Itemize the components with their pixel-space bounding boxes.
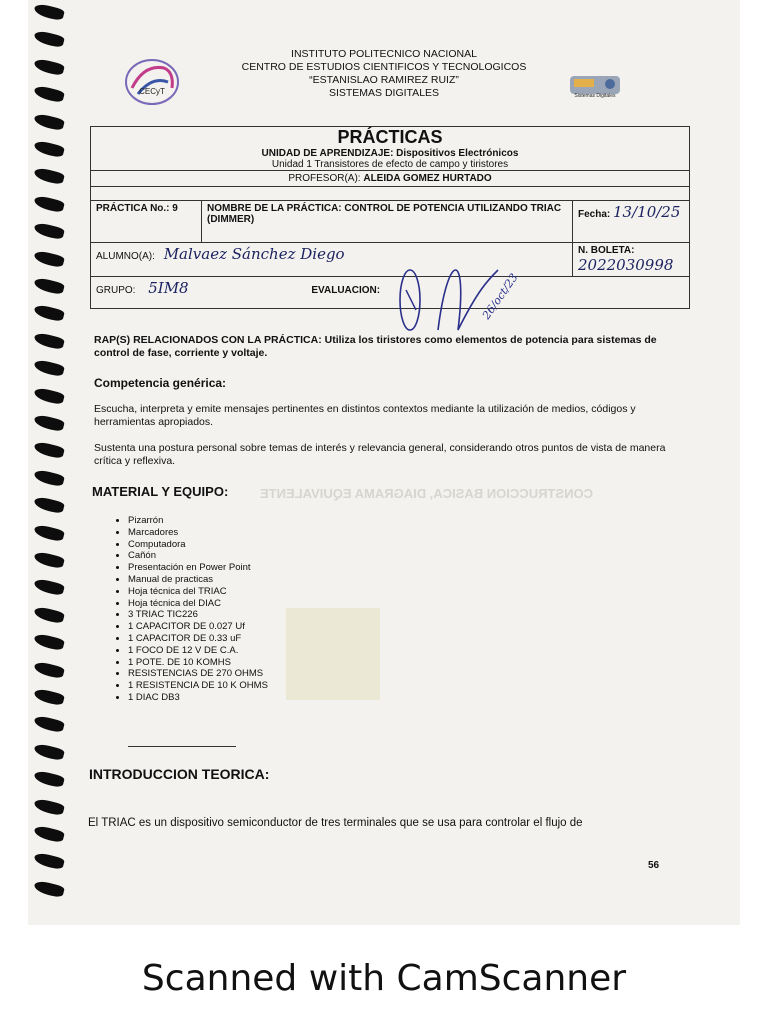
binding-hole bbox=[33, 194, 65, 213]
binding-hole bbox=[33, 304, 65, 323]
spiral-binding bbox=[28, 0, 88, 925]
material-item: • 1 FOCO DE 12 V DE C.A. bbox=[128, 645, 392, 657]
binding-hole bbox=[33, 468, 65, 487]
stamp-date: 26/oct/23 bbox=[479, 271, 521, 322]
binding-hole bbox=[33, 112, 65, 131]
practica-name: NOMBRE DE LA PRÁCTICA: CONTROL DE POTENCIA UTILIZANDO TRIAC (DIMMER) bbox=[202, 201, 573, 243]
spacer-row bbox=[91, 187, 690, 201]
header-school: “ESTANISLAO RAMIREZ RUIZ” bbox=[309, 74, 459, 86]
cecyt-logo bbox=[124, 58, 180, 106]
profesor-name: ALEIDA GOMEZ HURTADO bbox=[363, 173, 492, 184]
camscanner-watermark: Scanned with CamScanner bbox=[141, 958, 627, 999]
header-center: CENTRO DE ESTUDIOS CIENTIFICOS Y TECNOLOGICOS bbox=[241, 61, 527, 73]
binding-hole bbox=[33, 30, 65, 49]
binding-hole bbox=[33, 441, 65, 460]
binding-hole bbox=[33, 633, 65, 652]
material-item: • Pizarrón bbox=[128, 515, 392, 527]
evaluacion-label: EVALUACION: bbox=[311, 285, 381, 296]
competencia-title: Competencia genérica: bbox=[94, 376, 227, 390]
boleta-value: 2022030998 bbox=[578, 256, 674, 274]
binding-hole bbox=[33, 249, 65, 268]
practica-number: PRÁCTICA No.: 9 bbox=[91, 201, 202, 243]
material-item: • 1 POTE. DE 10 KOMHS bbox=[128, 657, 392, 669]
binding-hole bbox=[33, 825, 65, 844]
binding-hole bbox=[33, 688, 65, 707]
binding-hole bbox=[33, 660, 65, 679]
profesor-label: PROFESOR(A): bbox=[288, 173, 361, 184]
competencia-p2: Sustenta una postura personal sobre temas de interés y relevancia general, considerando otros puntos de vista de manera crítica y reflexiva. bbox=[94, 442, 666, 467]
binding-hole bbox=[33, 852, 65, 871]
boleta-label: N. BOLETA: bbox=[578, 245, 635, 256]
profesor-cell bbox=[91, 171, 690, 187]
binding-hole bbox=[33, 770, 65, 789]
material-item: • 1 CAPACITOR DE 0.027 Uf bbox=[128, 621, 392, 633]
grupo-value: 5IM8 bbox=[148, 279, 189, 297]
unidad: Unidad 1 Transistores de efecto de campo y tiristores bbox=[271, 159, 509, 170]
binding-hole bbox=[33, 523, 65, 542]
material-item: • Manual de practicas bbox=[128, 574, 392, 586]
binding-hole bbox=[33, 167, 65, 186]
material-item: • Hoja técnica del TRIAC bbox=[128, 586, 392, 598]
fecha-cell bbox=[573, 201, 690, 243]
material-item: • Cañón bbox=[128, 550, 392, 562]
practice-title: PRÁCTICAS bbox=[337, 127, 443, 147]
competencia-p1: Escucha, interpreta y emite mensajes pertinentes en distintos contextos mediante la utilización de medios, códigos y herramientas apropiados. bbox=[94, 403, 636, 428]
binding-hole bbox=[33, 715, 65, 734]
title-cell bbox=[91, 127, 690, 171]
binding-hole bbox=[33, 222, 65, 241]
rap-section bbox=[94, 334, 684, 360]
grupo-label: GRUPO: bbox=[96, 285, 136, 296]
material-item: • Presentación en Power Point bbox=[128, 562, 392, 574]
binding-hole bbox=[33, 359, 65, 378]
fecha-value: 13/10/25 bbox=[613, 203, 681, 221]
material-title: MATERIAL Y EQUIPO: bbox=[92, 484, 229, 499]
binding-hole bbox=[33, 386, 65, 405]
material-item: • 1 RESISTENCIA DE 10 K OHMS bbox=[128, 680, 392, 692]
binding-hole bbox=[33, 140, 65, 159]
material-item: • Computadora bbox=[128, 539, 392, 551]
alumno-name: Malvaez Sánchez Diego bbox=[163, 245, 345, 263]
rap-text: Utiliza los tiristores como elementos de potencia para sistemas de control de fase, corriente y voltaje. bbox=[94, 334, 657, 359]
intro-text: El TRIAC es un dispositivo semiconductor de tres terminales que se usa para controlar el flujo de bbox=[88, 817, 583, 829]
page-number: 56 bbox=[648, 860, 660, 871]
bleed-through-figure bbox=[286, 608, 380, 700]
header-subject: SISTEMAS DIGITALES bbox=[328, 87, 440, 99]
binding-hole bbox=[33, 3, 65, 22]
scanned-page bbox=[28, 0, 740, 925]
boleta-cell bbox=[573, 243, 690, 277]
binding-hole bbox=[33, 879, 65, 898]
unidad-aprendizaje: UNIDAD DE APRENDIZAJE: Dispositivos Electrónicos bbox=[261, 148, 519, 159]
rap-label: RAP(S) RELACIONADOS CON LA PRÁCTICA: bbox=[94, 334, 322, 346]
binding-hole bbox=[33, 605, 65, 624]
alumno-label: ALUMNO(A): bbox=[96, 251, 155, 262]
material-item: • 1 DIAC DB3 bbox=[128, 692, 392, 704]
binding-hole bbox=[33, 797, 65, 816]
divider-line bbox=[128, 746, 236, 747]
material-item: • Marcadores bbox=[128, 527, 392, 539]
logo-text: CECyT bbox=[139, 87, 165, 96]
header-institute: INSTITUTO POLITECNICO NACIONAL bbox=[291, 48, 477, 60]
binding-hole bbox=[33, 578, 65, 597]
signature-stamp bbox=[388, 230, 568, 350]
binding-hole bbox=[33, 414, 65, 433]
sistemas-digitales-logo bbox=[568, 70, 622, 100]
fecha-label: Fecha: bbox=[578, 209, 611, 220]
bleed-through-text: CONSTRUCCION BASICA, DIAGRAMA EQUIVALENTE bbox=[260, 486, 593, 501]
material-item: • 3 TRIAC TIC226 bbox=[128, 609, 392, 621]
binding-hole bbox=[33, 742, 65, 761]
binding-hole bbox=[33, 277, 65, 296]
material-item: • RESISTENCIAS DE 270 OHMS bbox=[128, 668, 392, 680]
intro-title: INTRODUCCION TEORICA: bbox=[89, 766, 270, 782]
binding-hole bbox=[33, 496, 65, 515]
logo-right-text: Sistemas Digitales bbox=[574, 93, 616, 99]
binding-hole bbox=[33, 331, 65, 350]
material-item: • Hoja técnica del DIAC bbox=[128, 598, 392, 610]
material-item: • 1 CAPACITOR DE 0.33 uF bbox=[128, 633, 392, 645]
binding-hole bbox=[33, 551, 65, 570]
